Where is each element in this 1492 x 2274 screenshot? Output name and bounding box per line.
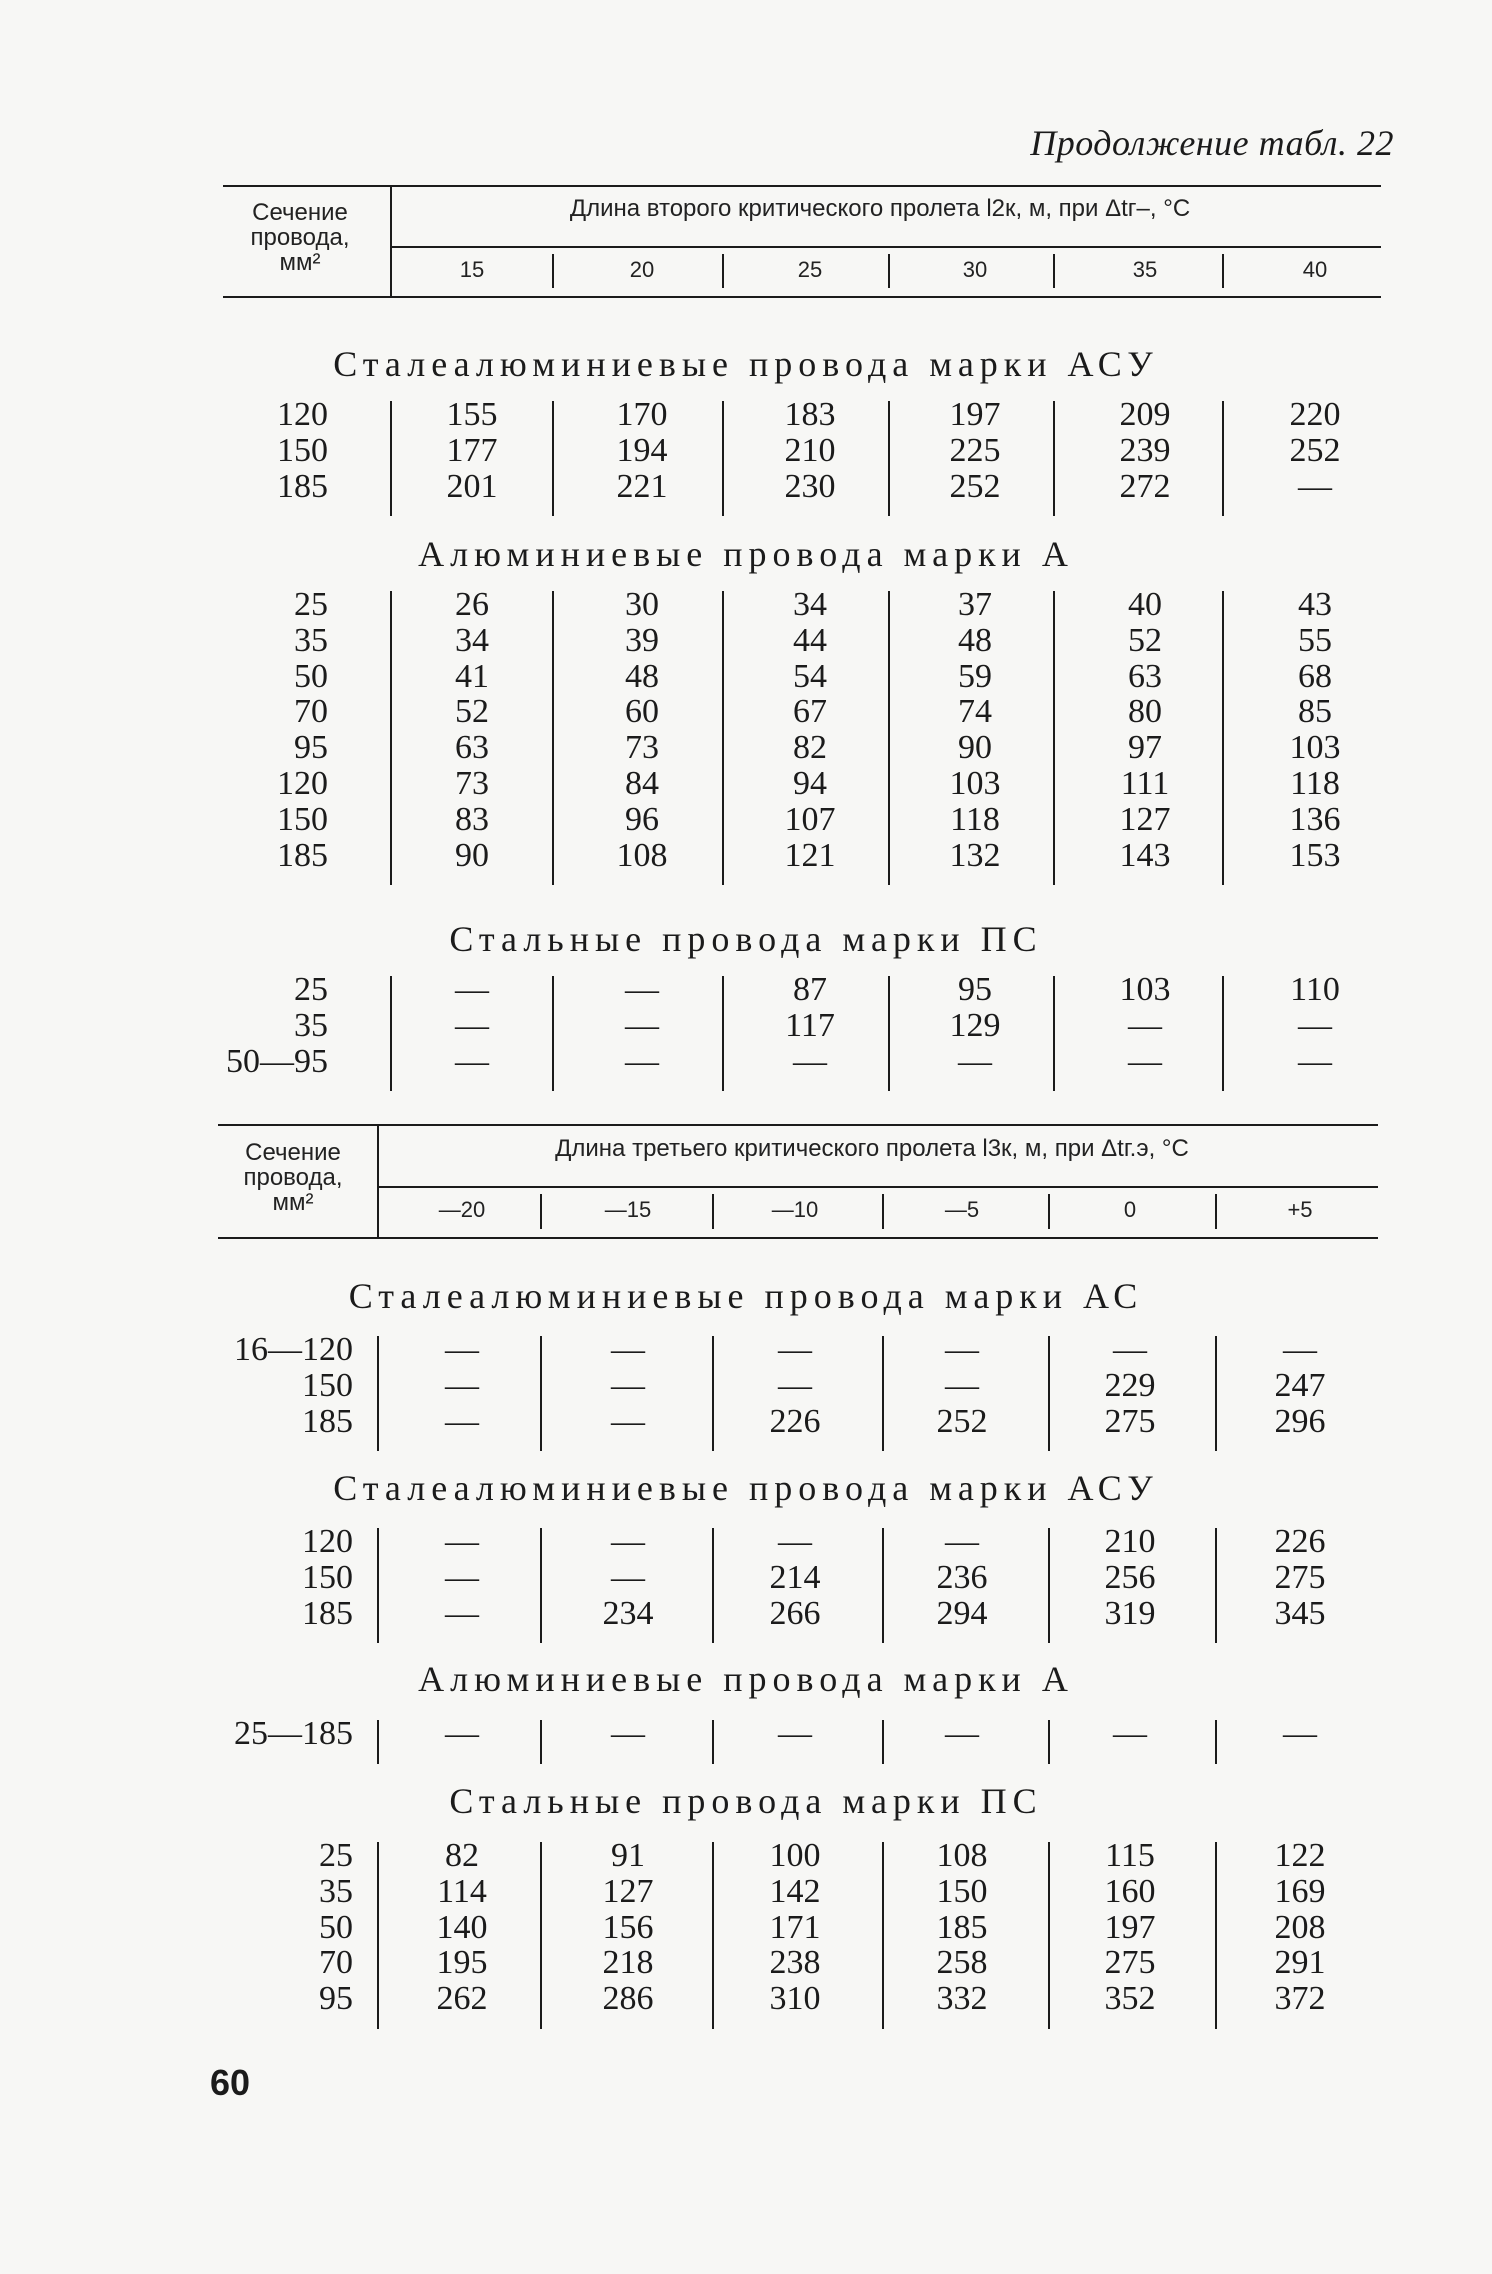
table2-section-1-col-5: 226 275 345 [1274,1523,1326,1632]
table2-section-1-col-0: — — — [445,1523,479,1632]
table2-section-0-col-2: — — 226 [769,1331,821,1440]
table1-section-0-col-5: 220 252 — [1289,396,1341,505]
table2-section-2-col-0: — [445,1715,479,1752]
table1-section-1-col-1: 30 39 48 60 73 84 96 108 [616,586,668,874]
table1-section-2-separator-2 [888,976,890,1091]
table2-header-left-separator [377,1126,379,1237]
table2-section-0-separator-1 [712,1336,714,1451]
table2-section-3-separator-3 [1048,1842,1050,2029]
table1-section-1-col-5: 43 55 68 85 103 118 136 153 [1289,586,1341,874]
table1-section-0-col-0: 155 177 201 [446,396,498,505]
table2-section-2-labels: 25—185 [234,1715,353,1752]
table1-column-separator-1 [722,254,724,288]
table2-column-header-3: —5 [944,1197,980,1222]
table2-column-separator-4 [1215,1194,1217,1229]
table2-section-title-3: Стальные провода марки ПС [449,1781,1043,1821]
table1-section-1-separator-0 [552,591,554,885]
table1-section-0-col-1: 170 194 221 [616,396,668,505]
table1-section-0-labels: 120 150 185 [277,396,328,505]
table1-column-header-4: 35 [1132,257,1158,282]
table2-section-3-separator-4 [1215,1842,1217,2029]
table2-column-separator-2 [882,1194,884,1229]
table1-section-title-2: Стальные провода марки ПС [449,919,1043,959]
table1-section-1-col-2: 34 44 54 67 82 94 107 121 [784,586,836,874]
table2-main-header: Длина третьего критического пролета l3к, м, при Δtг.э, °С [555,1135,1189,1162]
table1-column-separator-3 [1053,254,1055,288]
table1-section-2-left-separator [390,976,392,1091]
table2-section-3-separator-0 [540,1842,542,2029]
table2-section-0-col-1: — — — [611,1331,645,1440]
table1-section-2-separator-1 [722,976,724,1091]
table1-section-col-header: Сечение провода, мм² [250,199,350,277]
table2-column-separator-1 [712,1194,714,1229]
table2-column-separator-0 [540,1194,542,1229]
table1-section-1-left-separator [390,591,392,885]
table1-section-1-separator-2 [888,591,890,885]
table2-section-0-left-separator [377,1336,379,1451]
table2-section-3-col-1: 91 127 156 218 286 [602,1837,654,2018]
table2-section-3-col-2: 100 142 171 238 310 [769,1837,821,2018]
table2-section-1-left-separator [377,1528,379,1643]
table2-section-title-0: Сталеалюминиевые провода марки АС [348,1276,1144,1316]
table1-main-header: Длина второго критического пролета l2к, м, при Δtг–, °С [569,195,1191,222]
table1-section-2-col-2: 87 117 — [785,971,835,1080]
table2-column-header-2: —10 [771,1197,819,1222]
table1-section-0-col-3: 197 225 252 [949,396,1001,505]
table1-section-2-col-0: — — — [455,971,489,1080]
table1-section-1-labels: 25 35 50 70 95 120 150 185 [277,586,328,874]
table1-section-2-labels: 25 35 50—95 [226,971,328,1080]
table1-section-1-col-3: 37 48 59 74 90 103 118 132 [949,586,1001,874]
table2-header-mid-rule [377,1186,1378,1188]
table1-section-2-separator-0 [552,976,554,1091]
table2-section-1-separator-1 [712,1528,714,1643]
table2-section-1-separator-4 [1215,1528,1217,1643]
table2-section-2-col-3: — [945,1715,979,1752]
table1-section-2-col-5: 110 — — [1290,971,1340,1080]
table1-section-0-separator-4 [1222,401,1224,516]
table1-section-title-0: Сталеалюминиевые провода марки АСУ [333,344,1159,384]
table2-section-3-left-separator [377,1842,379,2029]
table2-section-0-col-5: — 247 296 [1274,1331,1326,1440]
table1-section-2-col-1: — — — [625,971,659,1080]
table2-section-0-col-3: — — 252 [936,1331,988,1440]
table2-section-3-labels: 25 35 50 70 95 [319,1837,353,2018]
table2-section-1-labels: 120 150 185 [302,1523,353,1632]
table2-section-0-separator-2 [882,1336,884,1451]
table2-section-1-col-2: — 214 266 [769,1523,821,1632]
table1-column-header-3: 30 [962,257,988,282]
table2-section-3-col-5: 122 169 208 291 372 [1274,1837,1326,2018]
table1-section-1-separator-4 [1222,591,1224,885]
table2-section-1-separator-0 [540,1528,542,1643]
table1-header-mid-rule [390,246,1381,248]
table2-column-header-0: —20 [438,1197,486,1222]
table1-column-separator-4 [1222,254,1224,288]
page-number: 60 [210,2062,251,2103]
table1-section-0-separator-1 [722,401,724,516]
table2-section-2-col-1: — [611,1715,645,1752]
table2-section-0-separator-3 [1048,1336,1050,1451]
table2-section-2-left-separator [377,1720,379,1764]
table1-section-0-left-separator [390,401,392,516]
table1-section-2-separator-3 [1053,976,1055,1091]
table1-section-0-col-4: 209 239 272 [1119,396,1171,505]
table1-section-2-col-3: 95 129 — [949,971,1001,1080]
table2-section-0-col-0: — — — [445,1331,479,1440]
table1-header-left-separator [390,187,392,296]
table2-header-bottom-rule [218,1237,1378,1239]
table2-section-1-col-3: — 236 294 [936,1523,988,1632]
table1-column-header-0: 15 [459,257,485,282]
table1-column-header-1: 20 [629,257,655,282]
table2-section-title-2: Алюминиевые провода марки А [418,1659,1074,1699]
table2-section-2-col-2: — [778,1715,812,1752]
table2-section-2-separator-1 [712,1720,714,1764]
continuation-label: Продолжение табл. 22 [1030,123,1394,163]
table2-section-3-col-4: 115 160 197 275 352 [1104,1837,1156,2018]
table2-section-3-separator-2 [882,1842,884,2029]
table2-column-header-4: 0 [1123,1197,1137,1222]
table1-header-bottom-rule [223,296,1381,298]
table1-section-1-separator-3 [1053,591,1055,885]
table2-section-2-separator-3 [1048,1720,1050,1764]
table2-section-0-labels: 16—120 150 185 [234,1331,353,1440]
table2-section-3-col-3: 108 150 185 258 332 [936,1837,988,2018]
table1-section-1-col-0: 26 34 41 52 63 73 83 90 [455,586,489,874]
table2-section-1-separator-2 [882,1528,884,1643]
table2-section-title-1: Сталеалюминиевые провода марки АСУ [333,1468,1159,1508]
table2-column-header-1: —15 [604,1197,652,1222]
table1-section-0-separator-0 [552,401,554,516]
table2-section-2-col-4: — [1113,1715,1147,1752]
table2-section-2-separator-4 [1215,1720,1217,1764]
table1-section-title-1: Алюминиевые провода марки А [418,534,1074,574]
table2-section-0-col-4: — 229 275 [1104,1331,1156,1440]
table1-column-header-5: 40 [1302,257,1328,282]
table1-section-2-col-4: 103 — — [1119,971,1171,1080]
table1-column-separator-0 [552,254,554,288]
table1-column-header-2: 25 [797,257,823,282]
table2-section-1-col-4: 210 256 319 [1104,1523,1156,1632]
table2-section-2-col-5: — [1283,1715,1317,1752]
table2-section-0-separator-4 [1215,1336,1217,1451]
table1-top-rule [223,185,1381,187]
table2-section-col-header: Сечение провода, мм² [243,1139,343,1217]
table2-top-rule [218,1124,1378,1126]
table1-column-separator-2 [888,254,890,288]
table1-section-1-separator-1 [722,591,724,885]
table1-section-1-col-4: 40 52 63 80 97 111 127 143 [1119,586,1171,874]
table1-section-2-separator-4 [1222,976,1224,1091]
table1-section-0-separator-3 [1053,401,1055,516]
table2-section-1-separator-3 [1048,1528,1050,1643]
table2-column-header-5: +5 [1287,1197,1313,1222]
table2-column-separator-3 [1048,1194,1050,1229]
table1-section-0-col-2: 183 210 230 [784,396,836,505]
table2-section-3-col-0: 82 114 140 195 262 [436,1837,488,2018]
table2-section-2-separator-0 [540,1720,542,1764]
table2-section-3-separator-1 [712,1842,714,2029]
table2-section-0-separator-0 [540,1336,542,1451]
table2-section-2-separator-2 [882,1720,884,1764]
table1-section-0-separator-2 [888,401,890,516]
table2-section-1-col-1: — — 234 [602,1523,654,1632]
